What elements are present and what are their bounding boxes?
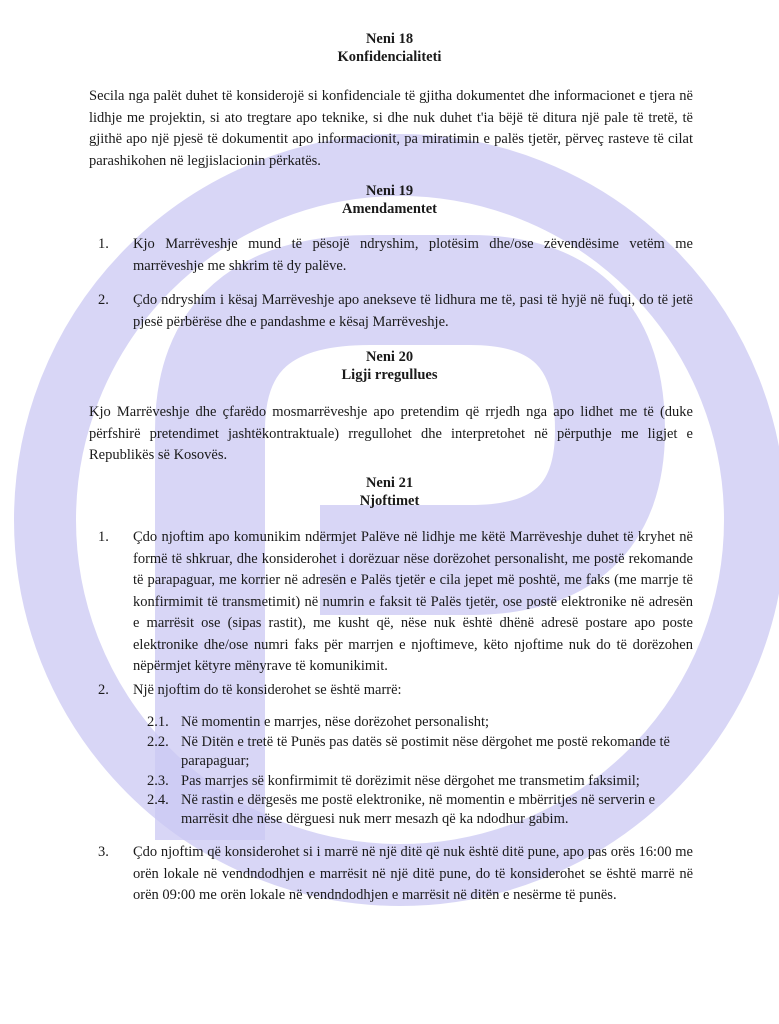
article-18-paragraph: Secila nga palët duhet të konsiderojë si konfidenciale të gjitha dokumentet dhe informacionet e tjera në lidhje me projektin, si ato tregtare apo teknike, si dhe nuk duhet t'ia bëjë të ditura një pale të tretë, të gjithë apo një pjesë të dokumentit apo informacionit, pa miratimin e palës tjetër, përveç rasteve të cilat parashikohen në legjislacionin përkatës. (89, 88, 693, 169)
article-21-subitem-2-text: Në Ditën e tretë të Punës pas datës së postimit nëse dërgohet me postë rekomande të parapaguar; (181, 734, 670, 769)
article-21-item-1-number: 1. (98, 529, 109, 545)
article-18-title: Neni 18 (365, 31, 414, 47)
article-21-subitem-4-text: Në rastin e dërgesës me postë elektronike, në momentin e mbërritjes në serverin e marrësit dhe nëse dërguesi nuk merr mesazh që ka ndodhur gabim. (181, 792, 656, 827)
article-21-item-2-text: Një njoftim do të konsiderohet se është marrë: (133, 682, 402, 698)
article-18-subtitle: Konfidencialiteti (337, 49, 442, 65)
article-21-item-2-number: 2. (98, 682, 109, 698)
article-21-subitem-4-number: 2.4. (147, 792, 169, 808)
article-19-item-2-number: 2. (98, 292, 109, 308)
article-21-subitem-3-text: Pas marrjes së konfirmimit të dorëzimit nëse dërgohet me transmetim faksimil; (181, 773, 640, 789)
article-21-subitem-3-number: 2.3. (147, 773, 169, 789)
article-20-title: Neni 20 (365, 349, 414, 365)
article-19-subtitle: Amendamentet (341, 201, 438, 217)
article-19-item-1-text: Kjo Marrëveshje mund të pësojë ndryshim, plotësim dhe/ose zëvendësime vetëm me marrëveshje me shkrim të dy palëve. (133, 236, 693, 274)
article-21-subtitle: Njoftimet (359, 493, 420, 509)
article-21-item-3-text: Çdo njoftim që konsiderohet si i marrë në një ditë që nuk është ditë pune, apo pas orës 16:00 me orën lokale në vendndodhjen e marrësit në një ditë pune, do të konsiderohet se është marrë në orën 09:00 me orën lokale në vendndodhjen e marrësit në ditën e nesërme të punës. (133, 844, 693, 903)
article-21-subitem-1-text: Në momentin e marrjes, nëse dorëzohet personalisht; (181, 714, 490, 730)
article-19-title: Neni 19 (365, 183, 414, 199)
article-20-paragraph: Kjo Marrëveshje dhe çfarëdo mosmarrëveshje apo pretendim që rrjedh nga apo lidhet me të (duke përfshirë pretendimet jashtëkontraktuale) rregullohet dhe interpretohet në përputhje me ligjet e Republikës së Kosovës. (89, 404, 693, 463)
article-21-subitem-1-number: 2.1. (147, 714, 169, 730)
article-19-item-2-text: Çdo ndryshim i kësaj Marrëveshje apo anekseve të lidhura me të, pasi të hyjë në fuqi, do të jetë pjesë përbërëse dhe e pandashme e kësaj Marrëveshje. (133, 292, 693, 330)
article-21-subitem-2-number: 2.2. (147, 734, 169, 750)
article-20-subtitle: Ligji rregullues (341, 367, 438, 383)
article-21-item-3-number: 3. (98, 844, 109, 860)
article-19-item-1-number: 1. (98, 236, 109, 252)
article-21-item-1-text: Çdo njoftim apo komunikim ndërmjet Palëve në lidhje me këtë Marrëveshje duhet të kryhet në formë të shkruar, dhe konsiderohet i dorëzuar nëse dorëzohet personalisht, me postë rekomande të parapaguar, me korrier në adresën e Palës tjetër e cila jepet më poshtë, me faks (me marrje të konfirmimit të transmetimit) në numrin e faksit të Palës tjetër, ose postë elektronike në adresën e marrësit ose (sipas rastit), me kusht që, nëse nuk është dhënë adresë postare apo poste elektronike dhe/ose numri faks për marrjen e njoftimeve, këto njoftime nuk do të dorëzohen nëpërmjet këtyre mënyrave të komunikimit. (133, 529, 693, 674)
article-21-title: Neni 21 (365, 475, 414, 491)
